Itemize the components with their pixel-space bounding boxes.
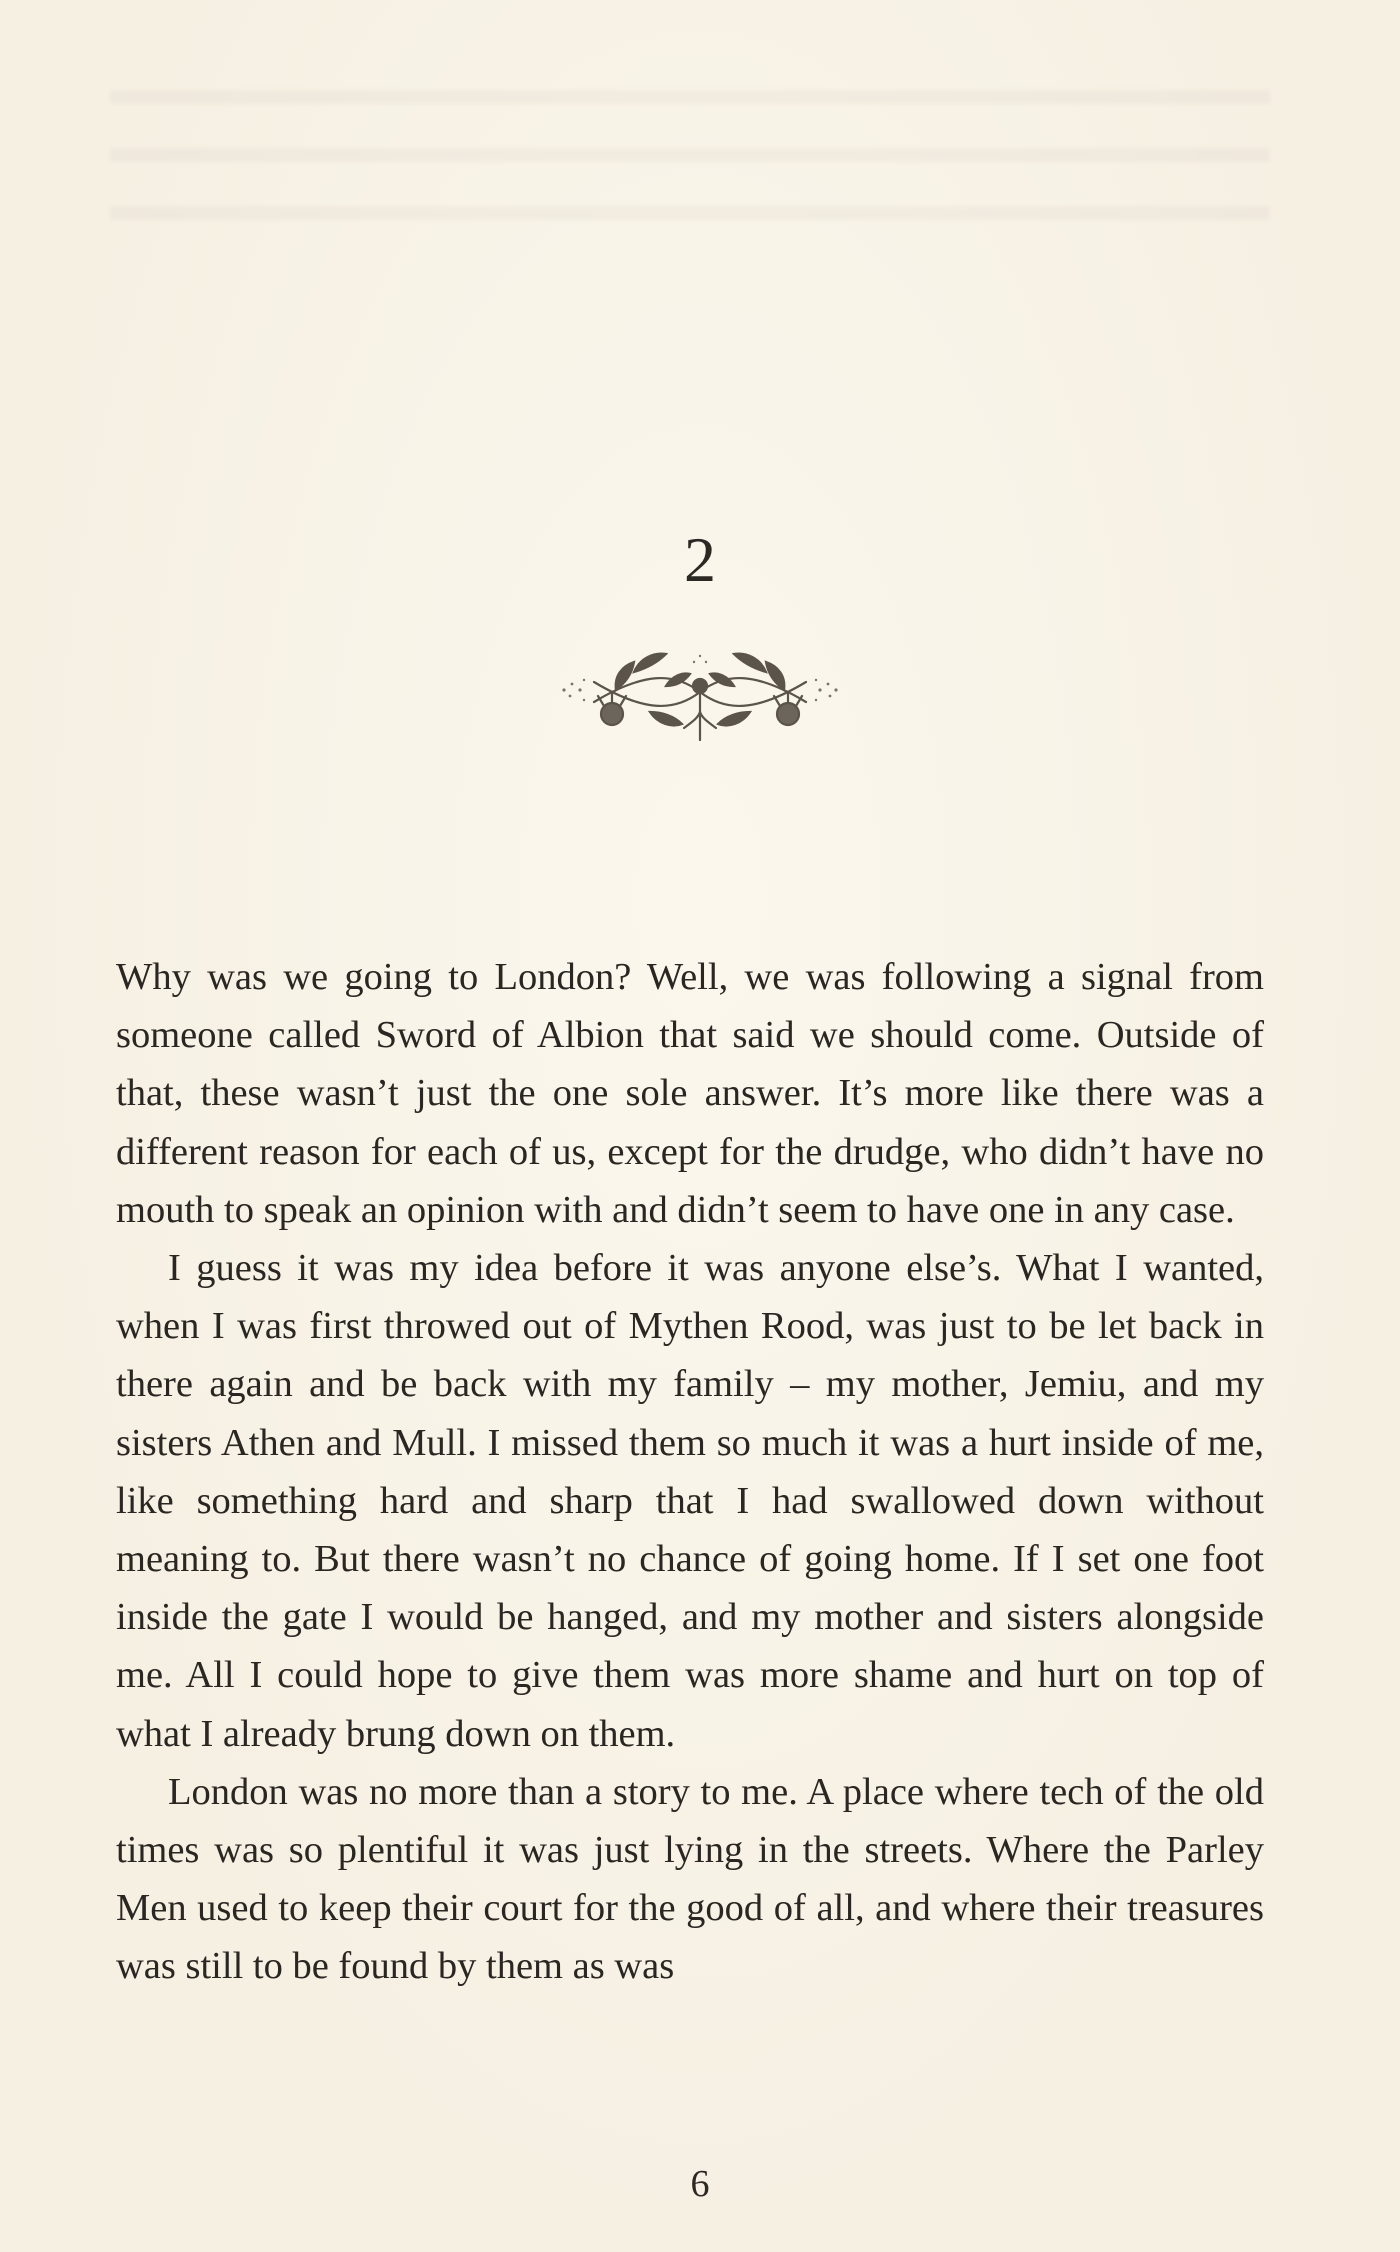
chapter-body-text: [116, 948, 1264, 1996]
floral-ornament-icon: [554, 632, 846, 748]
page-number: 6: [690, 2163, 710, 2205]
paragraph-3: London was no more than a story to me. A place where tech of the old times was so plentiful it was just lying in the streets. Where the Parley Men used to keep their court for the good of all, and where their treasures was still to be found by them as was: [116, 1770, 1264, 1988]
paragraph-2: I guess it was my idea before it was anyone else’s. What I wanted, when I was first throwed out of Mythen Rood, was just to be let back in there again and be back with my family – my mother, Jemiu, and my sisters Athen and Mull. I missed them so much it was a hurt inside of me, like something hard and sharp that I had swallowed down without meaning to. But there wasn’t no chance of going home. If I set one foot inside the gate I would be hanged, and my mother and sisters alongside me. All I could hope to give them was more shame and hurt on top of what I already brung down on them.: [116, 1247, 1264, 1755]
paragraph-1: Why was we going to London? Well, we was following a signal from someone called Sword of Albion that said we should come. Outside of that, these wasn’t just the one sole answer. It’s more like there was a different reason for each of us, except for the drudge, who didn’t have no mouth to speak an opinion with and didn’t seem to have one in any case.: [116, 956, 1264, 1231]
chapter-number: 2: [684, 524, 716, 595]
paper-show-through: [110, 90, 1270, 250]
